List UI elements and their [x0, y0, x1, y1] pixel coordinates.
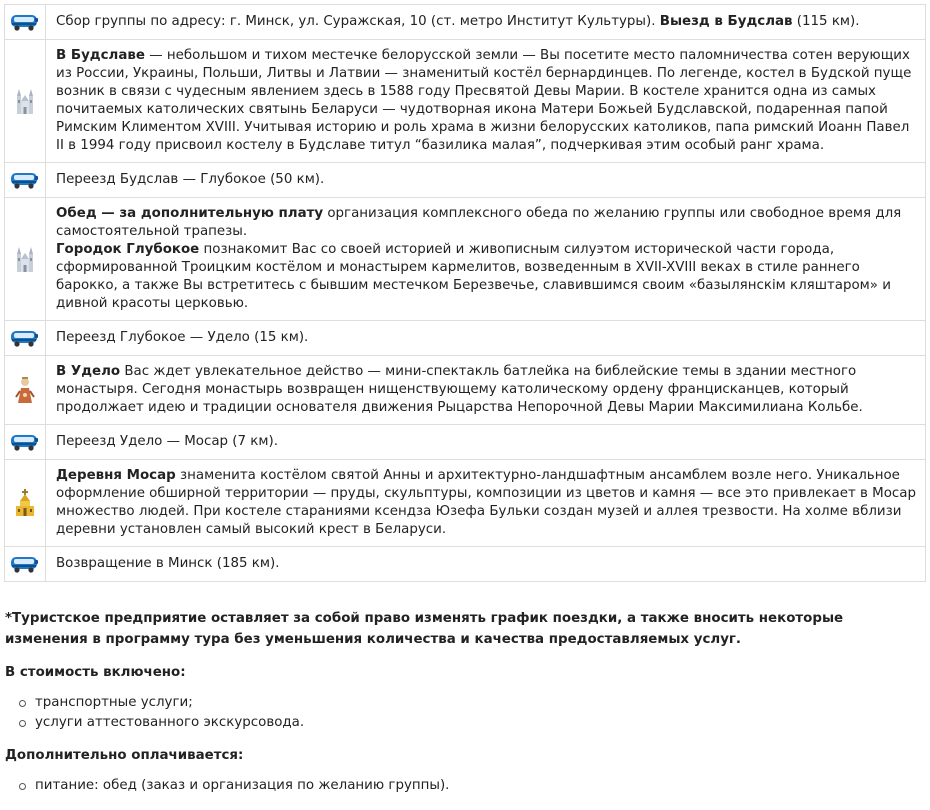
row-description: организация комплексного обеда по желанию группы или свободное время для самостоятельной трапезы. [56, 206, 902, 239]
row-highlight: Обед — за дополнительную плату [56, 206, 324, 221]
program-row [5, 321, 926, 356]
row-text [46, 425, 926, 460]
row-icon-cell [5, 356, 46, 425]
row-highlight: Деревня Мосар [56, 468, 176, 483]
row-icon-cell [5, 163, 46, 198]
program-row [5, 356, 926, 425]
row-description: Переезд Удело — Мосар (7 км). [56, 434, 278, 449]
row-icon-cell [5, 547, 46, 582]
list-item: транспортные услуги; [19, 693, 925, 713]
list-item: услуги аттестованного экскурсовода. [19, 713, 925, 733]
list-item: питание: обед (заказ и организация по желанию группы). [19, 776, 925, 796]
bus-icon [10, 554, 40, 574]
row-text [46, 5, 926, 40]
row-text [46, 321, 926, 356]
row-description: Переезд Глубокое — Удело (15 км). [56, 330, 309, 345]
puppet-icon [14, 375, 36, 405]
row-highlight-2: Выезд в Будслав [659, 14, 793, 29]
row-description: Переезд Будслав — Глубокое (50 км). [56, 172, 325, 187]
row-icon-cell [5, 460, 46, 547]
row-description: Сбор группы по адресу: г. Минск, ул. Суражская, 10 (ст. метро Институт Культуры). [56, 14, 660, 29]
row-text [46, 163, 926, 198]
row-text [46, 460, 926, 547]
bus-icon [10, 12, 40, 32]
row-text [46, 356, 926, 425]
row-highlight: В Будславе [56, 48, 145, 63]
extra-paid-list [5, 776, 925, 796]
row-icon-cell [5, 321, 46, 356]
tour-notes [5, 608, 925, 808]
bus-icon [10, 432, 40, 452]
row-description-tail: познакомит Вас со своей историей и живописным силуэтом исторической части города, сформированной Троицким костёлом и монастырем кармелитов, возведенным в XVII-XVIII веках в стиле раннего барокко, а также Вы встретитесь с бывшим местечком Березвечье, славившимся своим «базылянскім кляштаром» и дивной красоты церковью. [56, 242, 891, 311]
church-icon [14, 86, 36, 116]
bullet-icon [19, 720, 26, 727]
tour-program-table [4, 4, 926, 582]
extra-paid-heading: Дополнительно оплачивается: [5, 748, 244, 763]
program-row [5, 163, 926, 198]
chapel-icon [14, 488, 36, 518]
program-row [5, 547, 926, 582]
row-description: знаменита костёлом святой Анны и архитектурно-ландшафтным ансамблем возле него. Уникальное оформление обширной территории — пруды, скульптуры, композиции из цветов и камня — все это привлекает в Мосар множество людей. При костеле стараниями ксендза Юзефа Бульки создан музей и аллея трезвости. На холме вблизи деревни установлен самый высокий крест в Беларуси. [56, 468, 916, 537]
row-highlight-2: Городок Глубокое [56, 242, 200, 257]
row-highlight: В Удело [56, 364, 121, 379]
program-row [5, 5, 926, 40]
bus-icon [10, 170, 40, 190]
disclaimer-note: *Туристское предприятие оставляет за собой право изменять график поездки, а также вносить некоторые изменения в программу тура без уменьшения количества и качества предоставляемых услуг. [5, 611, 844, 647]
row-description: Возвращение в Минск (185 км). [56, 556, 280, 571]
row-text [46, 547, 926, 582]
included-list [5, 693, 925, 733]
row-icon-cell [5, 425, 46, 460]
program-row [5, 460, 926, 547]
row-text [46, 40, 926, 163]
bullet-icon [19, 783, 26, 790]
bus-icon [10, 328, 40, 348]
row-text [46, 198, 926, 321]
church-icon [14, 244, 36, 274]
row-description-tail: (115 км). [792, 14, 860, 29]
row-icon-cell [5, 198, 46, 321]
included-heading: В стоимость включено: [5, 665, 186, 680]
row-icon-cell [5, 5, 46, 40]
row-icon-cell [5, 40, 46, 163]
row-description: — небольшом и тихом местечке белорусской земли — Вы посетите место паломничества сотен верующих из России, Украины, Польши, Литвы и Латвии — знаменитый костёл бернардинцев. По легенде, костел в Будской пуще возник в связи с чудесным явлением здесь в 1588 году Пресвятой Девы Марии. В костеле хранится одна из самых почитаемых католических святынь Беларуси — чудотворная икона Матери Божьей Будславской, подаренная папой Римским Климентом XVIII. Учитывая историю и роль храма в жизни белорусских католиков, папа римский Иоанн Павел II в 1994 году присвоил костелу в Будславе титул “базилика малая”, подчеркивая этим особый ранг храма. [56, 48, 912, 153]
program-row [5, 198, 926, 321]
program-row [5, 40, 926, 163]
bullet-icon [19, 700, 26, 707]
program-row [5, 425, 926, 460]
row-description: Вас ждет увлекательное действо — мини-спектакль батлейка на библейские темы в здании местного монастыря. Сегодня монастырь возвращен нищенствующему католическому ордену францисканцев, который продолжает идею и традиции основателя движения Рыцарства Непорочной Девы Марии Максимилиана Кольбе. [56, 364, 863, 415]
